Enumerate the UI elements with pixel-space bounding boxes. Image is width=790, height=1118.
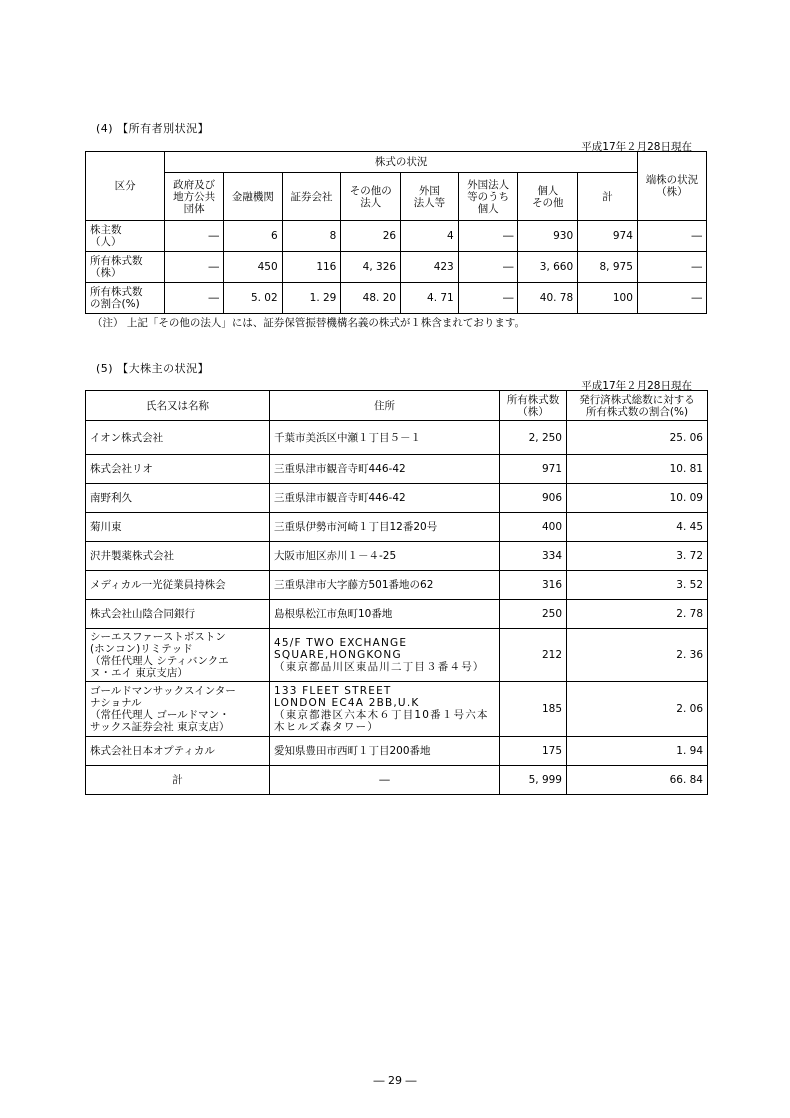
header-shares: 所有株式数 （株） [500,391,567,421]
shareholder-ratio: 2. 06 [567,682,708,737]
section5-as-of: 平成17年２月28日現在 [581,380,692,392]
ownership-table [85,151,707,314]
table-row [86,221,707,252]
cell: 974 [578,221,638,252]
cell: 40. 78 [518,283,578,314]
cell: ― [165,252,224,283]
table-row [86,571,708,600]
cell: 1. 29 [282,283,341,314]
total-address: ― [270,766,500,795]
cell: 8 [282,221,341,252]
section5-heading: (5) 【大株主の状況】 [96,362,210,375]
shareholder-shares: 400 [500,513,567,542]
shareholder-ratio: 10. 81 [567,455,708,484]
section4-heading: (4) 【所有者別状況】 [96,122,210,135]
shareholder-ratio: 4. 45 [567,513,708,542]
shareholder-address: 大阪市旭区赤川１－４-25 [270,542,500,571]
header-col-securities: 証券会社 [282,173,341,221]
shareholder-address: 愛知県豊田市西町１丁目200番地 [270,737,500,766]
cell: 8, 975 [578,252,638,283]
cell: ― [165,221,224,252]
table-row [86,484,708,513]
table-row [86,542,708,571]
shareholder-address: 三重県伊勢市河崎１丁目12番20号 [270,513,500,542]
shareholder-address: 三重県津市観音寺町446-42 [270,484,500,513]
shareholder-address: 千葉市美浜区中瀬１丁目５－１ [270,421,500,455]
shareholder-name: ゴールドマンサックスインター ナショナル （常任代理人 ゴールドマン・ サックス証券会社 東京支店） [86,682,270,737]
table-row-total [86,766,708,795]
header-col-foreign: 外国 法人等 [401,173,459,221]
cell: ― [458,283,518,314]
cell: ― [458,221,518,252]
header-odd-lot: 端株の状況 （株） [637,152,706,221]
header-col-other-corp: その他の 法人 [341,173,401,221]
header-col-individual: 個人 その他 [518,173,578,221]
cell: ― [637,283,706,314]
header-name: 氏名又は名称 [86,391,270,421]
page-number: ― 29 ― [373,1074,417,1087]
row-label: 所有株式数 （株） [86,252,165,283]
shareholder-name: イオン株式会社 [86,421,270,455]
shareholder-name: 沢井製薬株式会社 [86,542,270,571]
major-shareholders-table [85,390,708,795]
shareholder-ratio: 2. 78 [567,600,708,629]
shareholder-name: 株式会社日本オプティカル [86,737,270,766]
shareholder-address: 三重県津市大字藤方501番地の62 [270,571,500,600]
shareholder-shares: 250 [500,600,567,629]
shareholder-ratio: 2. 36 [567,629,708,682]
table-row [86,252,707,283]
header-col-financial: 金融機関 [223,173,282,221]
shareholder-shares: 175 [500,737,567,766]
cell: ― [458,252,518,283]
header-col-foreign-individual: 外国法人 等のうち 個人 [458,173,518,221]
table-row [86,513,708,542]
cell: 3, 660 [518,252,578,283]
shareholder-name: 株式会社山陰合同銀行 [86,600,270,629]
shareholder-name: メディカル一光従業員持株会 [86,571,270,600]
header-address: 住所 [270,391,500,421]
table-row [86,737,708,766]
cell: 26 [341,221,401,252]
shareholder-ratio: 3. 52 [567,571,708,600]
header-stock-status: 株式の状況 [165,152,638,173]
row-label: 株主数 （人） [86,221,165,252]
shareholder-ratio: 1. 94 [567,737,708,766]
shareholder-shares: 334 [500,542,567,571]
cell: 4 [401,221,459,252]
cell: 450 [223,252,282,283]
shareholder-shares: 971 [500,455,567,484]
shareholder-shares: 316 [500,571,567,600]
table-row [86,421,708,455]
table-row [86,629,708,682]
cell: ― [637,221,706,252]
cell: 423 [401,252,459,283]
cell: 930 [518,221,578,252]
cell: 100 [578,283,638,314]
shareholder-name: シーエスファーストボストン (ホンコン)リミテッド （常任代理人 シティバンクエ ヌ・エイ 東京支店） [86,629,270,682]
header-ratio: 発行済株式総数に対する 所有株式数の割合(%) [567,391,708,421]
section4-note: （注） 上記「その他の法人」には、証券保管振替機構名義の株式が１株含まれております。 [92,317,525,329]
table-row [86,682,708,737]
shareholder-shares: 212 [500,629,567,682]
shareholder-address: 島根県松江市魚町10番地 [270,600,500,629]
row-label: 所有株式数 の割合(%) [86,283,165,314]
cell: 4, 326 [341,252,401,283]
table-row [86,600,708,629]
cell: ― [637,252,706,283]
total-ratio: 66. 84 [567,766,708,795]
shareholder-shares: 906 [500,484,567,513]
shareholder-address: 45/F TWO EXCHANGE SQUARE,HONGKONG （東京都品川区東品川二丁目３番４号） [270,629,500,682]
cell: 4. 71 [401,283,459,314]
section4-as-of: 平成17年２月28日現在 [581,141,692,153]
shareholder-shares: 185 [500,682,567,737]
shareholder-name: 株式会社リオ [86,455,270,484]
total-label: 計 [86,766,270,795]
cell: 5. 02 [223,283,282,314]
table-row [86,283,707,314]
cell: 48. 20 [341,283,401,314]
shareholder-ratio: 25. 06 [567,421,708,455]
header-col-total: 計 [578,173,638,221]
shareholder-name: 菊川東 [86,513,270,542]
shareholder-ratio: 10. 09 [567,484,708,513]
shareholder-name: 南野利久 [86,484,270,513]
cell: 6 [223,221,282,252]
total-shares: 5, 999 [500,766,567,795]
shareholder-shares: 2, 250 [500,421,567,455]
header-col-government: 政府及び 地方公共 団体 [165,173,224,221]
table-row [86,455,708,484]
shareholder-ratio: 3. 72 [567,542,708,571]
cell: ― [165,283,224,314]
cell: 116 [282,252,341,283]
shareholder-address: 三重県津市観音寺町446-42 [270,455,500,484]
header-kubun: 区分 [86,152,165,221]
shareholder-address: 133 FLEET STREET LONDON EC4A 2BB,U.K （東京都港区六本木６丁目10番１号六本 木ヒルズ森タワー） [270,682,500,737]
